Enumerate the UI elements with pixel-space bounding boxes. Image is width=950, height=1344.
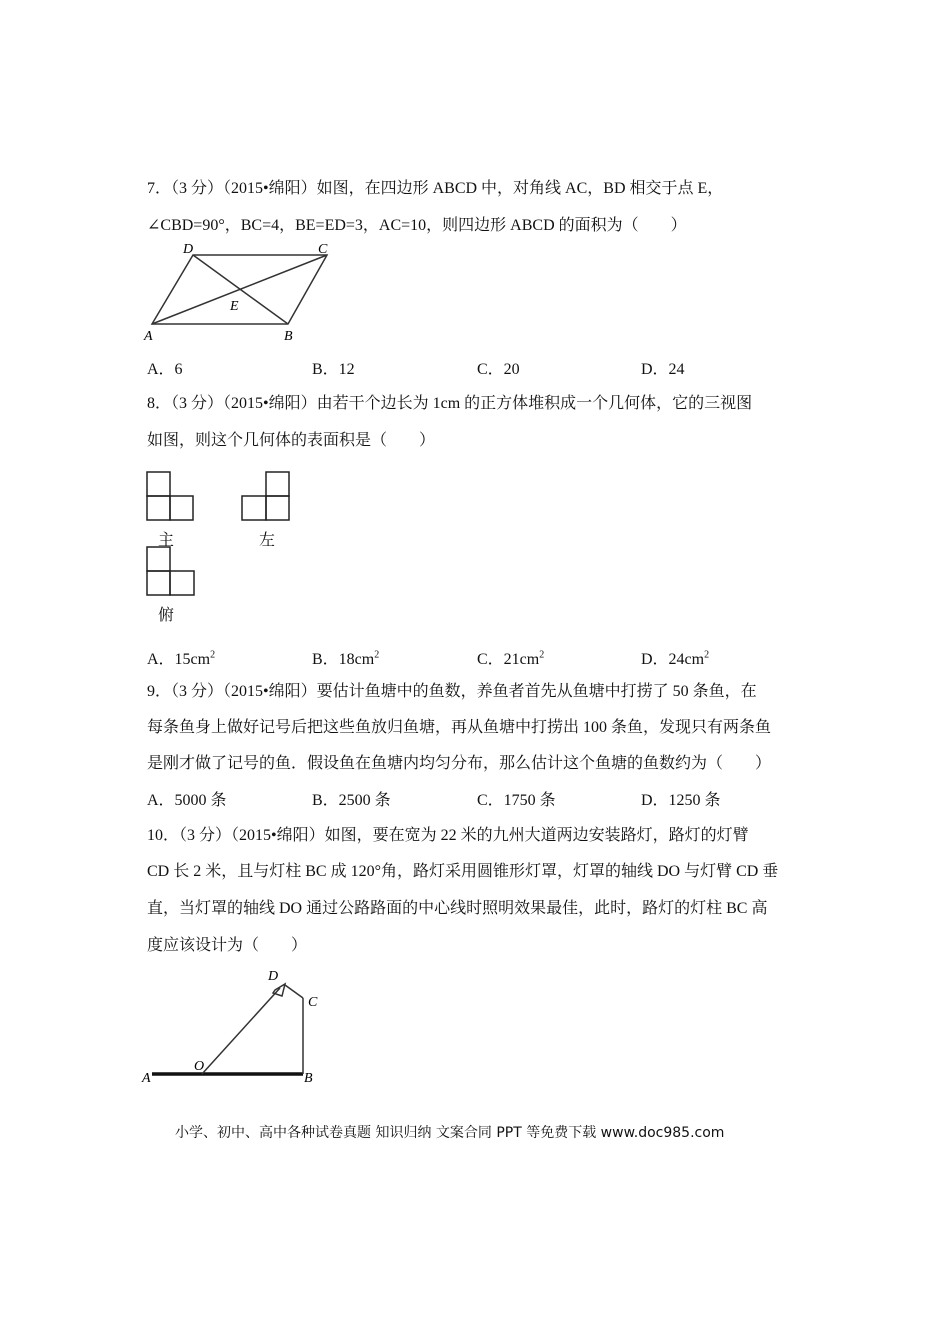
q7-line-2: ∠CBD=90°，BC=4，BE=ED=3，AC=10，则四边形 ABCD 的面积为（ ） (147, 217, 687, 234)
q9-line-2: 每条鱼身上做好记号后把这些鱼放归鱼塘，再从鱼塘中打捞出 100 条鱼，发现只有两条鱼 (147, 719, 772, 736)
q8-option-c[interactable] (477, 646, 544, 669)
q7-parallelogram-figure (140, 240, 340, 345)
q8-line-1: 8．（3 分）（2015•绵阳）由若干个边长为 1cm 的正方体堆积成一个几何体，它的三视图 (147, 395, 753, 412)
q8-option-b[interactable] (312, 646, 379, 669)
q9-option-c[interactable]: C．1750 条 (477, 792, 556, 809)
left-view-label: 左 (259, 530, 276, 549)
label-d: D (183, 242, 194, 257)
superscript: 2 (374, 649, 380, 661)
label-c: C (308, 995, 318, 1010)
q7-option-a[interactable]: A．6 (147, 361, 183, 378)
option-text: D．24cm (641, 651, 705, 668)
label-a: A (142, 1071, 151, 1086)
top-view-figure (145, 545, 197, 597)
q10-line-4: 度应该设计为（ ） (147, 937, 308, 954)
option-text: C．21cm (477, 651, 540, 668)
label-a: A (144, 329, 153, 344)
label-b: B (304, 1071, 313, 1086)
label-o: O (194, 1059, 205, 1074)
q9-option-b[interactable]: B．2500 条 (312, 792, 391, 809)
superscript: 2 (539, 649, 545, 661)
q9-line-1: 9．（3 分）（2015•绵阳）要估计鱼塘中的鱼数，养鱼者首先从鱼塘中打捞了 50 条鱼，在 (147, 683, 757, 700)
label-b: B (284, 329, 293, 344)
label-c: C (318, 242, 328, 257)
front-view-figure (145, 470, 195, 522)
q9-line-3: 是刚才做了记号的鱼．假设鱼在鱼塘内均匀分布，那么估计这个鱼塘的鱼数约为（ ） (147, 755, 772, 772)
q10-streetlight-figure (140, 960, 340, 1090)
q7-line-1: 7．（3 分）（2015•绵阳）如图，在四边形 ABCD 中，对角线 AC，BD 相交于点 E， (147, 180, 724, 197)
footer-text: 小学、初中、高中各种试卷真题 知识归纳 文案合同 PPT 等免费下载 www.doc985.com (175, 1125, 725, 1141)
q7-option-c[interactable]: C．20 (477, 361, 520, 378)
superscript: 2 (704, 649, 710, 661)
q7-option-b[interactable]: B．12 (312, 361, 355, 378)
front-view-label: 主 (158, 530, 175, 549)
q8-option-d[interactable] (641, 646, 709, 669)
label-d: D (268, 969, 279, 984)
q10-line-3: 直，当灯罩的轴线 DO 通过公路路面的中心线时照明效果最佳，此时，路灯的灯柱 BC 高 (147, 900, 768, 917)
q10-line-1: 10．（3 分）（2015•绵阳）如图，要在宽为 22 米的九州大道两边安装路灯，路灯的灯臂 (147, 827, 749, 844)
option-text: B．18cm (312, 651, 375, 668)
q9-option-d[interactable]: D．1250 条 (641, 792, 721, 809)
superscript: 2 (210, 649, 216, 661)
option-text: A．15cm (147, 651, 211, 668)
q7-option-d[interactable]: D．24 (641, 361, 685, 378)
q8-option-a[interactable] (147, 646, 215, 669)
label-e: E (230, 299, 239, 314)
q10-line-2: CD 长 2 米，且与灯柱 BC 成 120°角，路灯采用圆锥形灯罩，灯罩的轴线 DO 与灯臂 CD 垂 (147, 863, 779, 880)
q9-option-a[interactable]: A．5000 条 (147, 792, 227, 809)
top-view-label: 俯 (158, 605, 175, 624)
left-view-figure (240, 470, 292, 522)
q8-line-2: 如图，则这个几何体的表面积是（ ） (147, 432, 436, 449)
